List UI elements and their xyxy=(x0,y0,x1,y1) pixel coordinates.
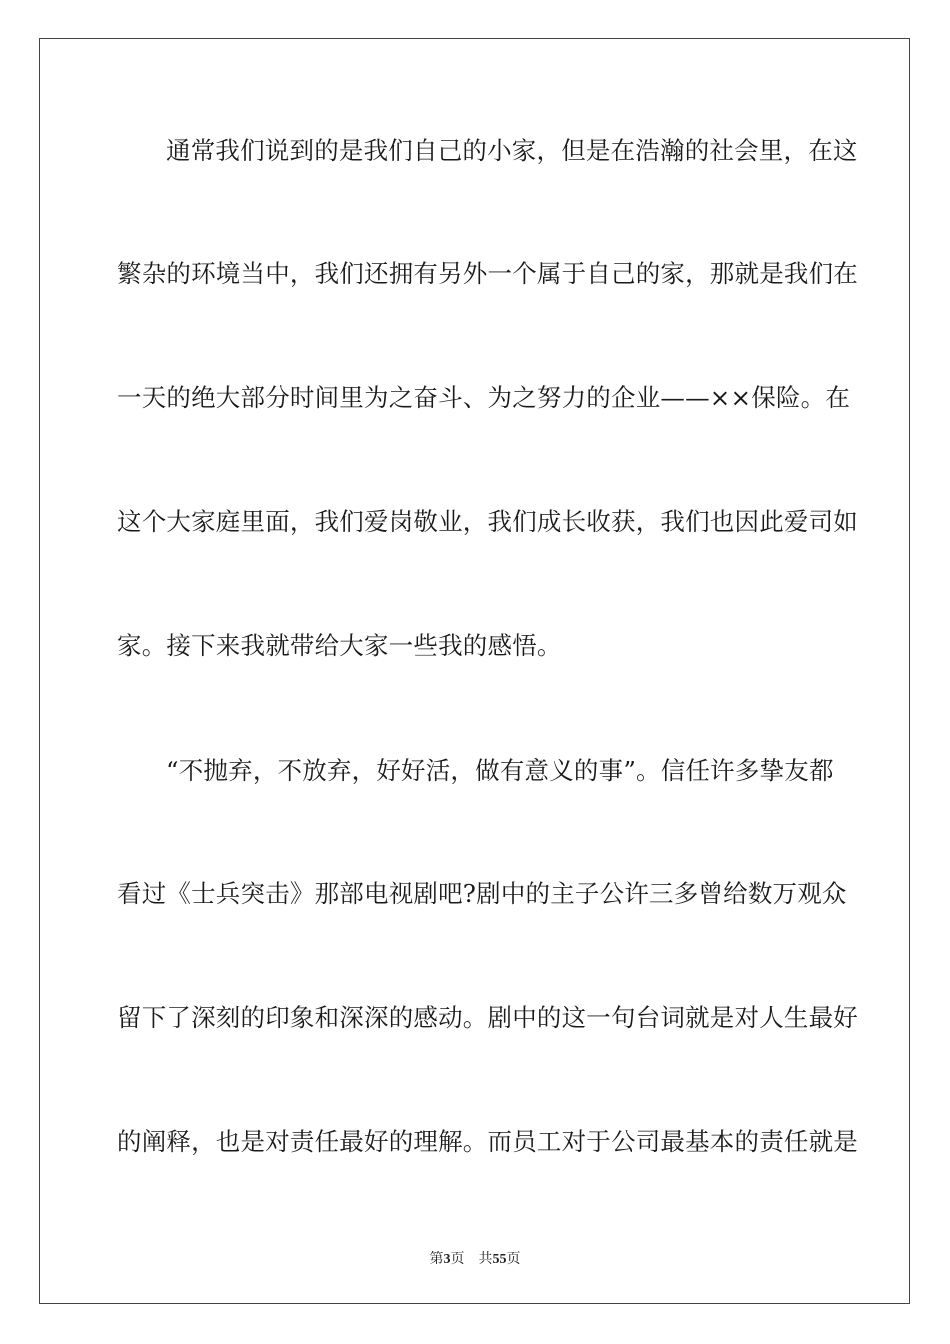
page-suffix: 页 xyxy=(450,1252,465,1267)
total-suffix: 页 xyxy=(506,1252,521,1267)
paragraph-2-line-4: 的阐释，也是对责任最好的理解。而员工对于公司最基本的责任就是 xyxy=(117,1127,858,1156)
page-prefix: 第 xyxy=(429,1252,444,1267)
paragraph-1-line-2: 繁杂的环境当中，我们还拥有另外一个属于自己的家，那就是我们在 xyxy=(117,259,858,288)
paragraph-2-line-1: “不抛弃，不放弃，好好活，做有意义的事”。信任许多挚友都 xyxy=(166,756,834,785)
page-footer xyxy=(0,1248,950,1268)
page-border xyxy=(39,38,910,1304)
paragraph-2-line-3: 留下了深刻的印象和深深的感动。剧中的这一句台词就是对人生最好 xyxy=(117,1003,858,1032)
paragraph-1-line-3: 一天的绝大部分时间里为之奋斗、为之努力的企业——××保险。在 xyxy=(117,383,851,412)
paragraph-1-line-5: 家。接下来我就带给大家一些我的感悟。 xyxy=(117,631,562,660)
total-pages: 55 xyxy=(492,1252,507,1267)
paragraph-2-line-2: 看过《士兵突击》那部电视剧吧?剧中的主子公许三多曾给数万观众 xyxy=(117,879,847,908)
total-prefix: 共 xyxy=(478,1252,493,1267)
page-number: 3 xyxy=(443,1252,451,1267)
paragraph-1-line-1: 通常我们说到的是我们自己的小家，但是在浩瀚的社会里，在这 xyxy=(166,136,858,165)
paragraph-1-line-4: 这个大家庭里面，我们爱岗敬业，我们成长收获，我们也因此爱司如 xyxy=(117,507,858,536)
